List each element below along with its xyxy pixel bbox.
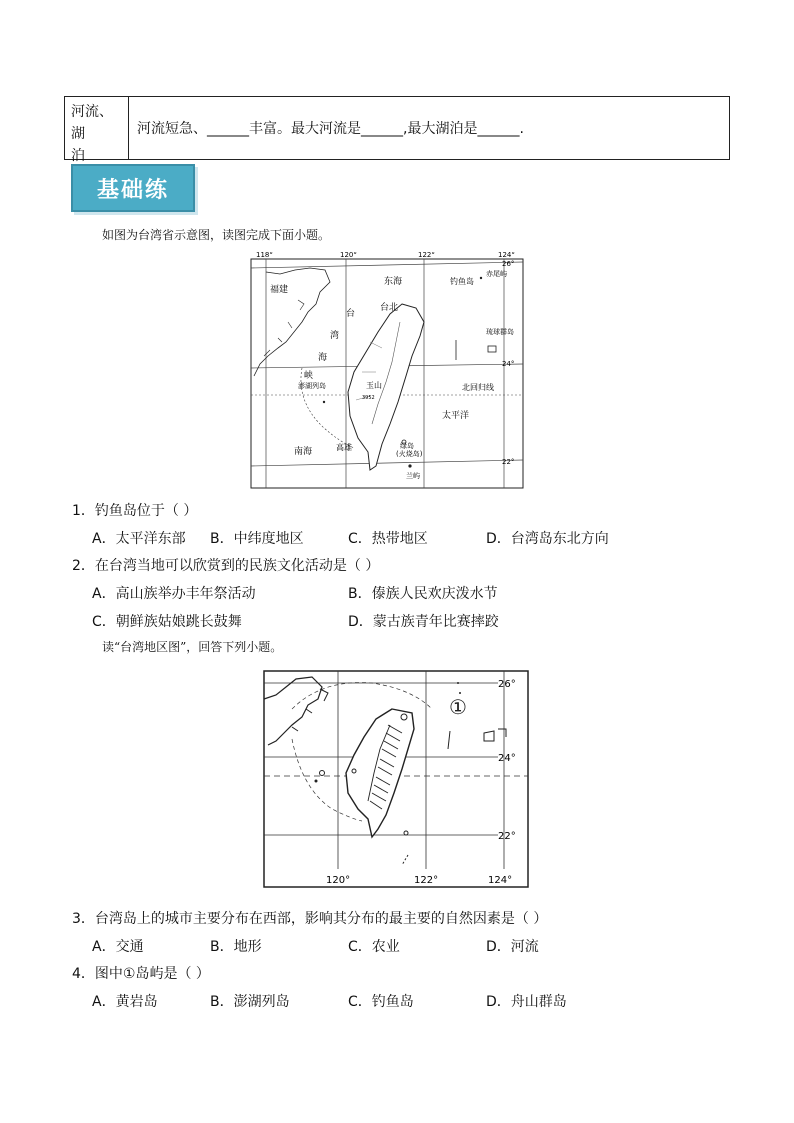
q3-option-d[interactable]: D．河流 xyxy=(486,939,539,955)
q1-option-a[interactable]: A．太平洋东部 xyxy=(92,531,186,547)
map1-place-label: 兰屿 xyxy=(406,472,420,480)
map1-lat-label: 24° xyxy=(502,360,515,368)
q2-option-b[interactable]: B．傣族人民欢庆泼水节 xyxy=(348,586,498,602)
map1-place-label: 南海 xyxy=(294,447,313,457)
q2-option-d[interactable]: D．蒙古族青年比赛摔跤 xyxy=(348,614,499,630)
table-label: 河流、湖 泊 xyxy=(65,97,129,159)
map1-place-label: 赤尾屿 xyxy=(486,270,507,278)
intro-text-1: 如图为台湾省示意图，读图完成下面小题。 xyxy=(102,228,331,242)
map2-lat-label: 22° xyxy=(498,831,516,842)
map2-lat-label: 24° xyxy=(498,753,516,764)
map1-lon-label: 118° xyxy=(256,252,273,259)
map1-penghu-dot xyxy=(323,401,325,403)
map2-lat-label: 26° xyxy=(498,679,516,690)
q4-stem-prefix: 4．图中 xyxy=(72,966,123,982)
map2-lon-label: 124° xyxy=(488,875,513,886)
map1-lon-label: 122° xyxy=(418,252,435,259)
map1-place-label: 台北 xyxy=(380,303,399,313)
map1-lon-label: 124° xyxy=(498,252,515,259)
summary-table xyxy=(64,96,730,164)
q3-option-b[interactable]: B．地形 xyxy=(210,939,262,955)
map2-penghu-islands xyxy=(315,780,318,783)
map2-marker: ① xyxy=(449,695,467,719)
map1-place-label: 绿岛 xyxy=(400,442,414,450)
map1-place-label: 峡 xyxy=(304,371,314,381)
map2-lon-label: 120° xyxy=(326,875,351,886)
q1-option-c[interactable]: C．热带地区 xyxy=(348,531,428,547)
map1-place-label: 钓鱼岛 xyxy=(450,277,474,286)
question-1-stem: 1．钓鱼岛位于（ ） xyxy=(72,503,198,519)
map1-place-label: 高雄 xyxy=(336,443,352,452)
map1-lat-label: 22° xyxy=(502,458,515,466)
map1-place-label: 琉球群岛 xyxy=(486,328,514,336)
map1-place-label: 玉山 xyxy=(366,381,382,390)
map1-place-label: 北回归线 xyxy=(462,383,494,392)
map2-lon-label: 122° xyxy=(414,875,439,886)
map1-place-label: (火烧岛) xyxy=(396,450,423,458)
q4-option-a[interactable]: A．黄岩岛 xyxy=(92,994,158,1010)
intro-text-2: 读“台湾地区图”，回答下列小题。 xyxy=(102,640,283,654)
q3-option-a[interactable]: A．交通 xyxy=(92,939,144,955)
map1-lanyu-island xyxy=(408,464,411,467)
question-2-stem: 2．在台湾当地可以欣赏到的民族文化活动是（ ） xyxy=(72,558,380,574)
map1-lat-label: 26° xyxy=(502,260,515,268)
q4-option-c[interactable]: C．钓鱼岛 xyxy=(348,994,414,1010)
map1-place-label: 福建 xyxy=(270,285,289,295)
q4-option-b[interactable]: B．澎湖列岛 xyxy=(210,994,290,1010)
taiwan-map-2 xyxy=(262,669,530,889)
q2-option-a[interactable]: A．高山族举办丰年祭活动 xyxy=(92,586,256,602)
map1-place-label: 澎湖列岛 xyxy=(298,382,326,390)
taiwan-map-1 xyxy=(250,252,526,490)
q1-option-b[interactable]: B．中纬度地区 xyxy=(210,531,304,547)
q1-option-d[interactable]: D．台湾岛东北方向 xyxy=(486,531,609,547)
map1-place-label: 3952 xyxy=(362,395,375,401)
table-content: 河流短急、______丰富。最大河流是______,最大湖泊是______. xyxy=(137,121,524,137)
map1-place-label: 台 xyxy=(346,309,356,319)
question-3-stem: 3．台湾岛上的城市主要分布在西部，影响其分布的最主要的自然因素是（ ） xyxy=(72,911,548,927)
section-title: 基础练 xyxy=(71,164,195,212)
q2-option-c[interactable]: C．朝鲜族姑娘跳长鼓舞 xyxy=(92,614,242,630)
map2-diaoyu-dot xyxy=(459,692,461,694)
q4-stem-marker: ① xyxy=(122,966,136,982)
map1-diaoyu-dot xyxy=(480,277,482,279)
map1-place-label: 太平洋 xyxy=(442,411,470,421)
q4-option-d[interactable]: D．舟山群岛 xyxy=(486,994,567,1010)
map1-place-label: 海 xyxy=(318,353,328,363)
map2-diaoyu-dot xyxy=(457,682,459,684)
map1-place-label: 湾 xyxy=(330,331,340,341)
q4-stem-suffix: 岛屿是（ ） xyxy=(135,966,210,982)
map1-lon-label: 120° xyxy=(340,252,357,259)
question-4-stem xyxy=(72,963,210,983)
q3-option-c[interactable]: C．农业 xyxy=(348,939,400,955)
map1-place-label: 东海 xyxy=(384,277,403,287)
